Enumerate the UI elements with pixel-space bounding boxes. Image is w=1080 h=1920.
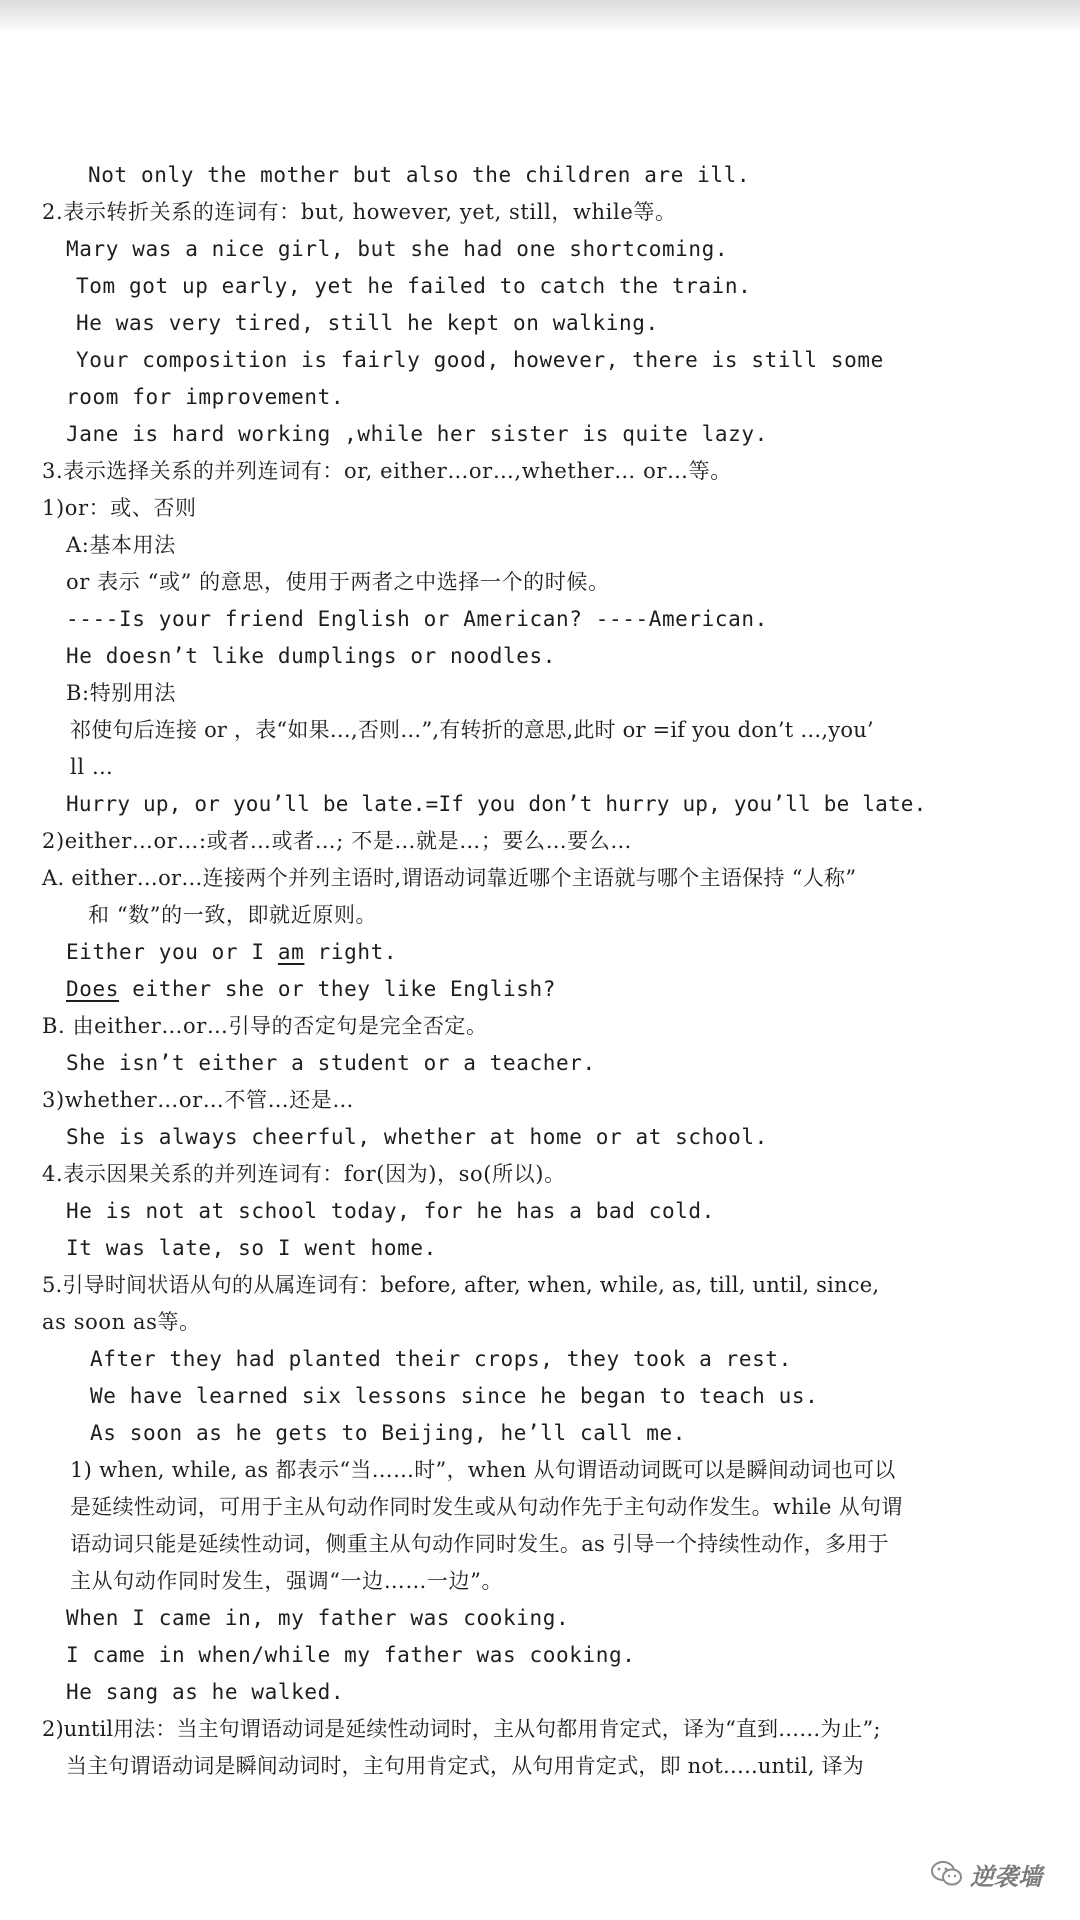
section-heading: 3.表示选择关系的并列连词有：or, either…or…,whether… or…等。 <box>42 459 732 483</box>
example-line: Jane is hard working ,while her sister is quite lazy. <box>66 422 768 446</box>
explanation-line: ll … <box>70 755 114 779</box>
example-line: room for improvement. <box>66 385 345 409</box>
explanation-line: B. 由either…or…引导的否定句是完全否定。 <box>42 1014 488 1038</box>
example-line: ----Is your friend English or American? ----American. <box>66 607 768 631</box>
example-line: I came in when/while my father was cooking. <box>66 1643 636 1667</box>
explanation-line: or 表示 “或” 的意思，使用于两者之中选择一个的时候。 <box>66 570 610 594</box>
explanation-line: A. either…or…连接两个并列主语时,谓语动词靠近哪个主语就与哪个主语保持 “人称” <box>42 866 857 890</box>
example-line: We have learned six lessons since he began to teach us. <box>90 1384 819 1408</box>
subsection-heading: 2)either…or…:或者…或者…; 不是…就是…；要么…要么… <box>42 829 633 853</box>
example-line: He is not at school today, for he has a bad cold. <box>66 1199 715 1223</box>
explanation-line: 主从句动作同时发生，强调“一边……一边”。 <box>70 1569 504 1593</box>
example-line: It was late, so I went home. <box>66 1236 437 1260</box>
example-line: As soon as he gets to Beijing, he’ll call me. <box>90 1421 686 1445</box>
explanation-line: 祁使句后连接 or ，表“如果…,否则…”,有转折的意思,此时 or =if you don’t …,you’ <box>70 718 874 742</box>
subsection-heading: 3)whether…or…不管…还是… <box>42 1088 354 1112</box>
example-line: Tom got up early, yet he failed to catch the train. <box>76 274 752 298</box>
explanation-line: 和 “数”的一致，即就近原则。 <box>88 903 378 927</box>
example-line: He doesn’t like dumplings or noodles. <box>66 644 556 668</box>
usage-heading: A:基本用法 <box>66 533 176 557</box>
underlined-verb: am <box>277 940 305 964</box>
usage-heading: B:特别用法 <box>66 681 177 705</box>
section-heading: as soon as等。 <box>42 1310 201 1334</box>
example-line: He was very tired, still he kept on walking. <box>76 311 659 335</box>
subsection-heading: 2)until用法：当主句谓语动词是延续性动词时，主从句都用肯定式，译为“直到……为止”; <box>42 1717 881 1741</box>
explanation-line: 当主句谓语动词是瞬间动词时，主句用肯定式，从句用肯定式，即 not…..until, 译为 <box>66 1754 864 1778</box>
top-shadow <box>0 0 1080 34</box>
example-line: She isn’t either a student or a teacher. <box>66 1051 596 1075</box>
watermark-text: 逆袭墙 <box>970 1862 1042 1891</box>
section-heading: 2.表示转折关系的连词有：but, however, yet, still，while等。 <box>42 200 677 224</box>
example-line <box>66 937 397 967</box>
example-line: Mary was a nice girl, but she had one shortcoming. <box>66 237 729 261</box>
example-line: After they had planted their crops, they took a rest. <box>90 1347 792 1371</box>
example-line: Hurry up, or you’ll be late.=If you don’t hurry up, you’ll be late. <box>66 792 927 816</box>
example-line: Not only the mother but also the children are ill. <box>88 163 751 187</box>
example-text: right. <box>304 940 398 964</box>
wechat-icon <box>930 1859 964 1889</box>
example-line: When I came in, my father was cooking. <box>66 1606 570 1630</box>
example-text: either she or they like English? <box>118 977 557 1001</box>
example-line: She is always cheerful, whether at home or at school. <box>66 1125 768 1149</box>
watermark <box>930 1856 1042 1892</box>
explanation-line: 1) when, while, as 都表示“当……时”，when 从句谓语动词既可以是瞬间动词也可以 <box>70 1458 896 1482</box>
example-line: Your composition is fairly good, however, there is still some <box>76 348 884 372</box>
underlined-verb: Does <box>66 977 119 1001</box>
subsection-heading: 1)or：或、否则 <box>42 496 197 520</box>
example-text: Either you or I <box>66 940 278 964</box>
explanation-line: 语动词只能是延续性动词，侧重主从句动作同时发生。as 引导一个持续性动作，多用于 <box>70 1532 889 1556</box>
example-line <box>66 974 556 1004</box>
explanation-line: 是延续性动词，可用于主从句动作同时发生或从句动作先于主句动作发生。while 从句谓 <box>70 1495 903 1519</box>
example-line: He sang as he walked. <box>66 1680 345 1704</box>
section-heading: 4.表示因果关系的并列连词有：for(因为)，so(所以)。 <box>42 1162 566 1186</box>
section-heading: 5.引导时间状语从句的从属连词有：before, after, when, while, as, till, until, since, <box>42 1273 880 1297</box>
